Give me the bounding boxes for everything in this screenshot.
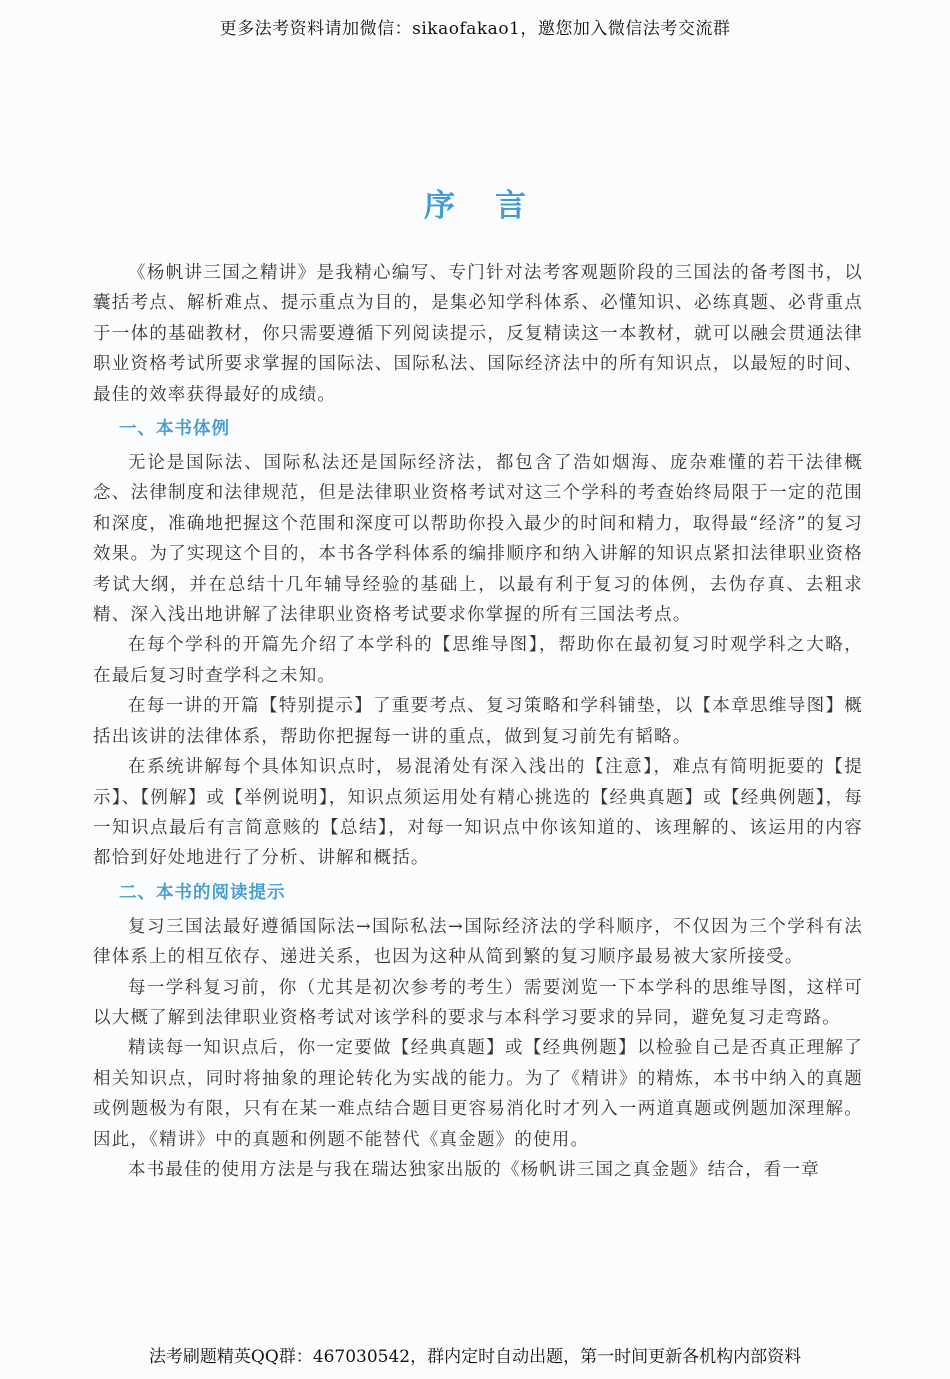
footer-note: 法考刷题精英QQ群：467030542，群内定时自动出题，第一时间更新各机构内部资料 [148,1347,802,1367]
intro-paragraph: 《杨帆讲三国之精讲》是我精心编写、专门针对法考客观题阶段的三国法的备考图书，以囊括考点、解析难点、提示重点为目的，是集必知学科体系、必懂知识、必练真题、必背重点于一体的基础教材，你只需要遵循下列阅读提示，反复精读这一本教材，就可以融会贯通法律职业资格考试所要求掌握的国际法、国际私法、国际经济法中的所有知识点，以最短的时间、最佳的效率获得最好的成绩。 [93,263,863,405]
reading-tips-paragraph: 复习三国法最好遵循国际法→国际私法→国际经济法的学科顺序，不仅因为三个学科有法律体系上的相互依存、递进关系，也因为这种从简到繁的复习顺序最易被大家所接受。 [93,916,863,968]
reading-tips-paragraph: 本书最佳的使用方法是与我在瑞达独家出版的《杨帆讲三国之真金题》结合，看一章 [128,1159,820,1180]
section-heading-reading-tips: 二、本书的阅读提示 [119,882,286,903]
reading-tips-paragraph: 精读每一知识点后，你一定要做【经典真题】或【经典例题】以检验自己是否真正理解了相关知识点，同时将抽象的理论转化为实战的能力。为了《精讲》的精炼，本书中纳入的真题或例题极为有限，只有在某一难点结合题目更容易消化时才列入一两道真题或例题加深理解。因此，《精讲》中的真题和例题不能替代《真金题》的使用。 [93,1038,863,1150]
format-paragraph: 在每一讲的开篇【特别提示】了重要考点、复习策略和学科铺垫，以【本章思维导图】概括出该讲的法律体系，帮助你把握每一讲的重点，做到复习前先有韬略。 [93,696,863,747]
format-paragraph: 无论是国际法、国际私法还是国际经济法，都包含了浩如烟海、庞杂难懂的若干法律概念、法律制度和法律规范，但是法律职业资格考试对这三个学科的考查始终局限于一定的范围和深度，准确地把握这个范围和深度可以帮助你投入最少的时间和精力，取得最“经济”的复习效果。为了实现这个目的，本书各学科体系的编排顺序和纳入讲解的知识点紧扣法律职业资格考试大纲，并在总结十几年辅导经验的基础上，以最有利于复习的体例，去伪存真、去粗求精、深入浅出地讲解了法律职业资格考试要求你掌握的所有三国法考点。 [93,453,863,626]
reading-tips-paragraph: 每一学科复习前，你（尤其是初次参考的考生）需要浏览一下本学科的思维导图，这样可以大概了解到法律职业资格考试对该学科的要求与本科学习要求的异同，避免复习走弯路。 [93,977,863,1028]
page-title: 序言 [424,188,566,224]
header-note: 更多法考资料请加微信：sikaofakao1，邀您加入微信法考交流群 [219,19,731,39]
preface-body [93,258,863,1185]
format-paragraph: 在每个学科的开篇先介绍了本学科的【思维导图】，帮助你在最初复习时观学科之大略，在最后复习时查学科之未知。 [93,635,863,686]
format-paragraph: 在系统讲解每个具体知识点时，易混淆处有深入浅出的【注意】，难点有简明扼要的【提示】、【例解】或【举例说明】，知识点须运用处有精心挑选的【经典真题】或【经典例题】，每一知识点最后有言简意赅的【总结】，对每一知识点中你该知道的、该理解的、该运用的内容都恰到好处地进行了分析、讲解和概括。 [93,757,863,869]
section-heading-format: 一、本书体例 [119,419,230,440]
